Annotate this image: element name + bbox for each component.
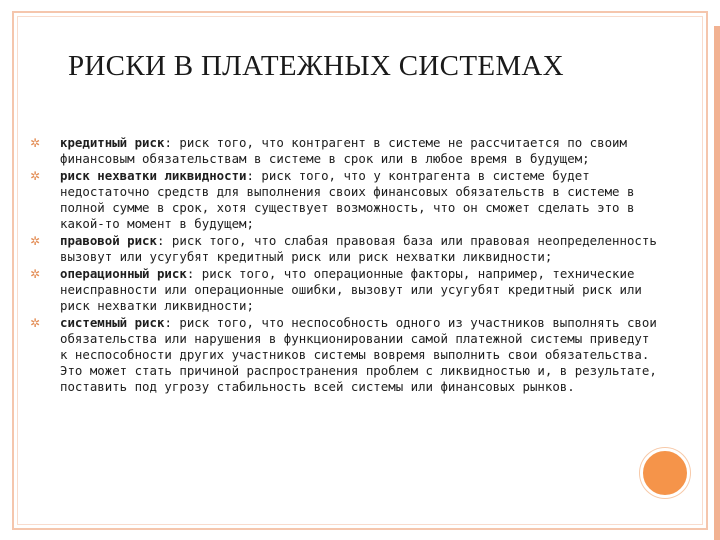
risk-term: риск нехватки ликвидности bbox=[60, 168, 247, 183]
bullet-list bbox=[30, 135, 660, 396]
risk-term: кредитный риск bbox=[60, 135, 165, 150]
bullet-star-icon: ✲ bbox=[30, 136, 41, 150]
list-item-systemic-risk bbox=[30, 315, 660, 395]
risk-description: : риск того, что слабая правовая база или правовая неопределенность вызовут или усугубят кредитный риск или риск нехватки ликвидности; bbox=[60, 233, 657, 264]
risk-description: : риск того, что у контрагента в системе будет недостаточно средств для выполнения своих финансовых обязательств в системе в полной сумме в срок, хотя существует возможность, что он сможет сделать это в какой-то момент в будущем; bbox=[60, 168, 635, 231]
bullet-star-icon: ✲ bbox=[30, 267, 41, 281]
decorative-circle bbox=[640, 448, 690, 498]
risk-term: системный риск bbox=[60, 315, 165, 330]
risk-term: правовой риск bbox=[60, 233, 157, 248]
bullet-star-icon: ✲ bbox=[30, 234, 41, 248]
risk-description: : риск того, что контрагент в системе не рассчитается по своим финансовым обязательствам в системе в срок или в любое время в будущем; bbox=[60, 135, 627, 166]
risk-term: операционный риск bbox=[60, 266, 187, 281]
slide-title: РИСКИ В ПЛАТЕЖНЫХ СИСТЕМАХ bbox=[68, 50, 564, 82]
list-item-operational-risk bbox=[30, 266, 660, 314]
risk-description: : риск того, что неспособность одного из участников выполнять свои обязательства или нарушения в функционировании самой платежной системы приведут к неспособности других участников системы вовремя выполнить свои обязательства. Это может стать причиной распространения проблем с ликвидностью и, в результате, поставить под угрозу стабильность всей системы или финансовых рынков. bbox=[60, 315, 657, 394]
list-item-credit-risk bbox=[30, 135, 660, 167]
bullet-star-icon: ✲ bbox=[30, 169, 41, 183]
slide-edge-accent bbox=[714, 26, 720, 540]
list-item-liquidity-risk bbox=[30, 168, 660, 232]
bullet-star-icon: ✲ bbox=[30, 316, 41, 330]
risk-description: : риск того, что операционные факторы, например, технические неисправности или операционные ошибки, вызовут или усугубят кредитный риск или риск нехватки ликвидности; bbox=[60, 266, 642, 313]
list-item-legal-risk bbox=[30, 233, 660, 265]
